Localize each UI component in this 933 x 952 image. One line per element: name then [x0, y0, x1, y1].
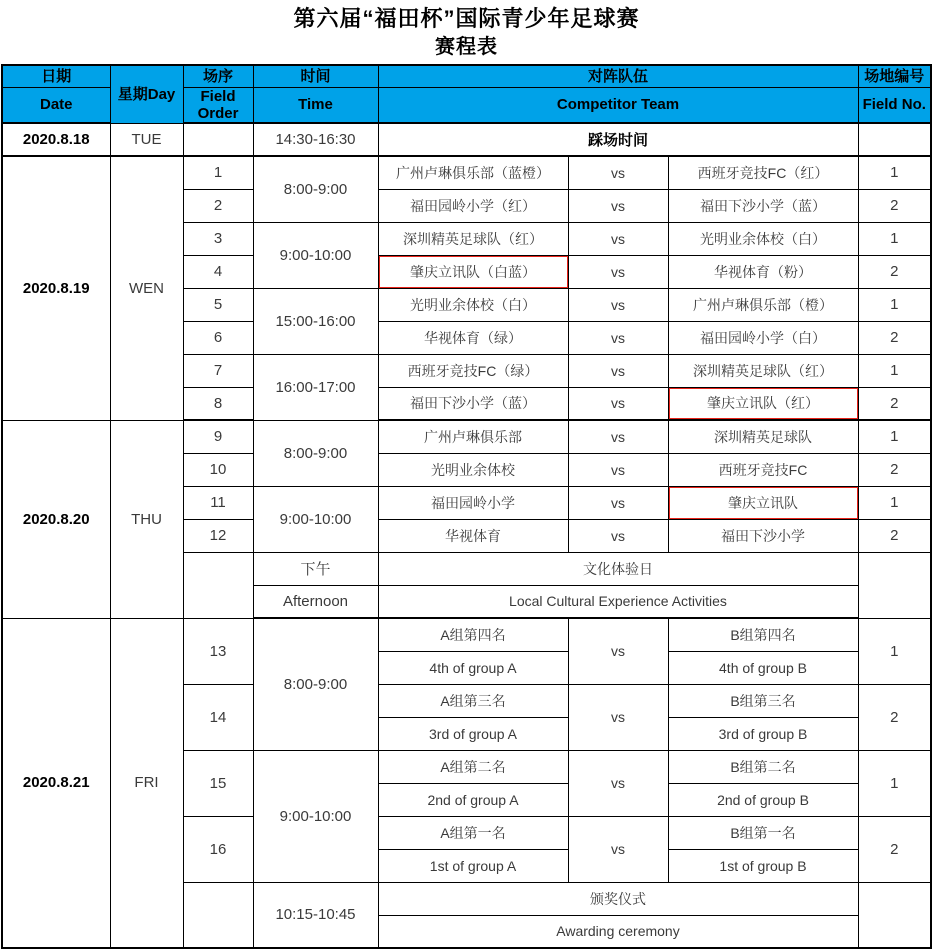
field-no-cell: 1	[858, 288, 931, 321]
team1-cell: 华视体育	[378, 519, 568, 552]
field-no-cell: 2	[858, 684, 931, 750]
field-no-cell: 1	[858, 486, 931, 519]
vs-cell: vs	[568, 420, 668, 453]
team2-cell: 福田园岭小学（白）	[668, 321, 858, 354]
vs-cell: vs	[568, 816, 668, 882]
team2-cn-cell: B组第三名	[668, 684, 858, 717]
time-cell: 9:00-10:00	[253, 750, 378, 882]
order-cell: 3	[183, 222, 253, 255]
order-cell: 10	[183, 453, 253, 486]
team1-cell: 福田下沙小学（蓝）	[378, 387, 568, 420]
afternoon-cn-cell: 下午	[253, 552, 378, 585]
date-cell: 2020.8.20	[2, 420, 110, 618]
team1-cell: 广州卢琳俱乐部（蓝橙）	[378, 156, 568, 189]
vs-cell: vs	[568, 222, 668, 255]
time-cell: 8:00-9:00	[253, 618, 378, 750]
ceremony-cn-cell: 颁奖仪式	[378, 882, 858, 915]
time-cell: 16:00-17:00	[253, 354, 378, 420]
field-no-cell: 2	[858, 453, 931, 486]
time-cell: 10:15-10:45	[253, 882, 378, 948]
team1-cell: 深圳精英足球队（红）	[378, 222, 568, 255]
title-block	[0, 0, 933, 64]
team2-en-cell: 1st of group B	[668, 849, 858, 882]
order-cell	[183, 552, 253, 618]
team2-cn-cell: B组第四名	[668, 618, 858, 651]
order-cell	[183, 882, 253, 948]
team1-en-cell: 3rd of group A	[378, 717, 568, 750]
afternoon-en-cell: Afternoon	[253, 585, 378, 618]
order-cell: 7	[183, 354, 253, 387]
order-cell: 8	[183, 387, 253, 420]
team2-cell: 光明业余体校（白）	[668, 222, 858, 255]
vs-cell: vs	[568, 750, 668, 816]
vs-cell: vs	[568, 486, 668, 519]
field-no-cell: 2	[858, 255, 931, 288]
time-cell: 9:00-10:00	[253, 486, 378, 552]
page-title: 第六届“福田杯”国际青少年足球赛	[293, 6, 640, 31]
team1-cn-cell: A组第一名	[378, 816, 568, 849]
vs-cell: vs	[568, 453, 668, 486]
order-cell: 1	[183, 156, 253, 189]
time-cell: 8:00-9:00	[253, 420, 378, 486]
schedule-table	[1, 64, 932, 949]
team2-en-cell: 4th of group B	[668, 651, 858, 684]
field-no-cell	[858, 552, 931, 618]
order-cell: 5	[183, 288, 253, 321]
team2-en-cell: 3rd of group B	[668, 717, 858, 750]
team1-cn-cell: A组第四名	[378, 618, 568, 651]
vs-cell: vs	[568, 255, 668, 288]
team1-cell: 西班牙竞技FC（绿）	[378, 354, 568, 387]
ceremony-en-cell: Awarding ceremony	[378, 915, 858, 948]
team1-en-cell: 2nd of group A	[378, 783, 568, 816]
team1-cell: 广州卢琳俱乐部	[378, 420, 568, 453]
header-order-en: Field Order	[183, 87, 253, 123]
team1-cell: 福田园岭小学	[378, 486, 568, 519]
header-field-en: Field No.	[858, 87, 931, 123]
order-cell: 6	[183, 321, 253, 354]
date-cell: 2020.8.18	[2, 123, 110, 156]
team1-en-cell: 4th of group A	[378, 651, 568, 684]
header-day: 星期Day	[110, 65, 183, 123]
team1-cn-cell: A组第二名	[378, 750, 568, 783]
vs-cell: vs	[568, 189, 668, 222]
order-cell	[183, 123, 253, 156]
activity-en-cell: Local Cultural Experience Activities	[378, 585, 858, 618]
field-no-cell: 2	[858, 816, 931, 882]
field-no-cell: 1	[858, 156, 931, 189]
vs-cell: vs	[568, 519, 668, 552]
field-no-cell	[858, 882, 931, 948]
team2-cn-cell: B组第二名	[668, 750, 858, 783]
team2-cell: 华视体育（粉）	[668, 255, 858, 288]
header-date-en: Date	[2, 87, 110, 123]
header-time-cn: 时间	[253, 65, 378, 87]
team2-cn-cell: B组第一名	[668, 816, 858, 849]
header-order-cn: 场序	[183, 65, 253, 87]
team2-cell: 广州卢琳俱乐部（橙）	[668, 288, 858, 321]
time-cell: 8:00-9:00	[253, 156, 378, 222]
header-teams-cn: 对阵队伍	[378, 65, 858, 87]
vs-cell: vs	[568, 288, 668, 321]
team2-cell: 福田下沙小学（蓝）	[668, 189, 858, 222]
day-cell: TUE	[110, 123, 183, 156]
time-cell: 9:00-10:00	[253, 222, 378, 288]
field-no-cell: 1	[858, 618, 931, 684]
header-field-cn: 场地编号	[858, 65, 931, 87]
order-cell: 11	[183, 486, 253, 519]
vs-cell: vs	[568, 156, 668, 189]
order-cell: 9	[183, 420, 253, 453]
team2-en-cell: 2nd of group B	[668, 783, 858, 816]
order-cell: 2	[183, 189, 253, 222]
field-no-cell: 1	[858, 222, 931, 255]
day-cell: FRI	[110, 618, 183, 948]
date-cell: 2020.8.21	[2, 618, 110, 948]
team2-cell: 福田下沙小学	[668, 519, 858, 552]
field-no-cell	[858, 123, 931, 156]
team2-cell-highlighted: 肇庆立讯队（红）	[668, 387, 858, 420]
field-no-cell: 1	[858, 354, 931, 387]
note-cell: 踩场时间	[378, 123, 858, 156]
field-no-cell: 2	[858, 189, 931, 222]
page-subtitle: 赛程表	[435, 36, 498, 58]
vs-cell: vs	[568, 684, 668, 750]
field-no-cell: 2	[858, 387, 931, 420]
vs-cell: vs	[568, 321, 668, 354]
team1-cell: 华视体育（绿）	[378, 321, 568, 354]
team1-cell: 福田园岭小学（红）	[378, 189, 568, 222]
team1-cell: 光明业余体校（白）	[378, 288, 568, 321]
field-no-cell: 2	[858, 321, 931, 354]
order-cell: 14	[183, 684, 253, 750]
vs-cell: vs	[568, 618, 668, 684]
time-cell: 14:30-16:30	[253, 123, 378, 156]
date-cell: 2020.8.19	[2, 156, 110, 420]
vs-cell: vs	[568, 387, 668, 420]
team2-cell: 西班牙竞技FC	[668, 453, 858, 486]
time-cell: 15:00-16:00	[253, 288, 378, 354]
order-cell: 4	[183, 255, 253, 288]
order-cell: 15	[183, 750, 253, 816]
order-cell: 16	[183, 816, 253, 882]
activity-cn-cell: 文化体验日	[378, 552, 858, 585]
header-time-en: Time	[253, 87, 378, 123]
order-cell: 13	[183, 618, 253, 684]
team1-en-cell: 1st of group A	[378, 849, 568, 882]
team2-cell: 深圳精英足球队	[668, 420, 858, 453]
team2-cell: 西班牙竞技FC（红）	[668, 156, 858, 189]
team2-cell-highlighted: 肇庆立讯队	[668, 486, 858, 519]
vs-cell: vs	[568, 354, 668, 387]
team1-cell-highlighted: 肇庆立讯队（白蓝）	[378, 255, 568, 288]
day-cell: WEN	[110, 156, 183, 420]
field-no-cell: 2	[858, 519, 931, 552]
order-cell: 12	[183, 519, 253, 552]
field-no-cell: 1	[858, 750, 931, 816]
team1-cell: 光明业余体校	[378, 453, 568, 486]
team2-cell: 深圳精英足球队（红）	[668, 354, 858, 387]
field-no-cell: 1	[858, 420, 931, 453]
day-cell: THU	[110, 420, 183, 618]
header-date-cn: 日期	[2, 65, 110, 87]
header-teams-en: Competitor Team	[378, 87, 858, 123]
team1-cn-cell: A组第三名	[378, 684, 568, 717]
